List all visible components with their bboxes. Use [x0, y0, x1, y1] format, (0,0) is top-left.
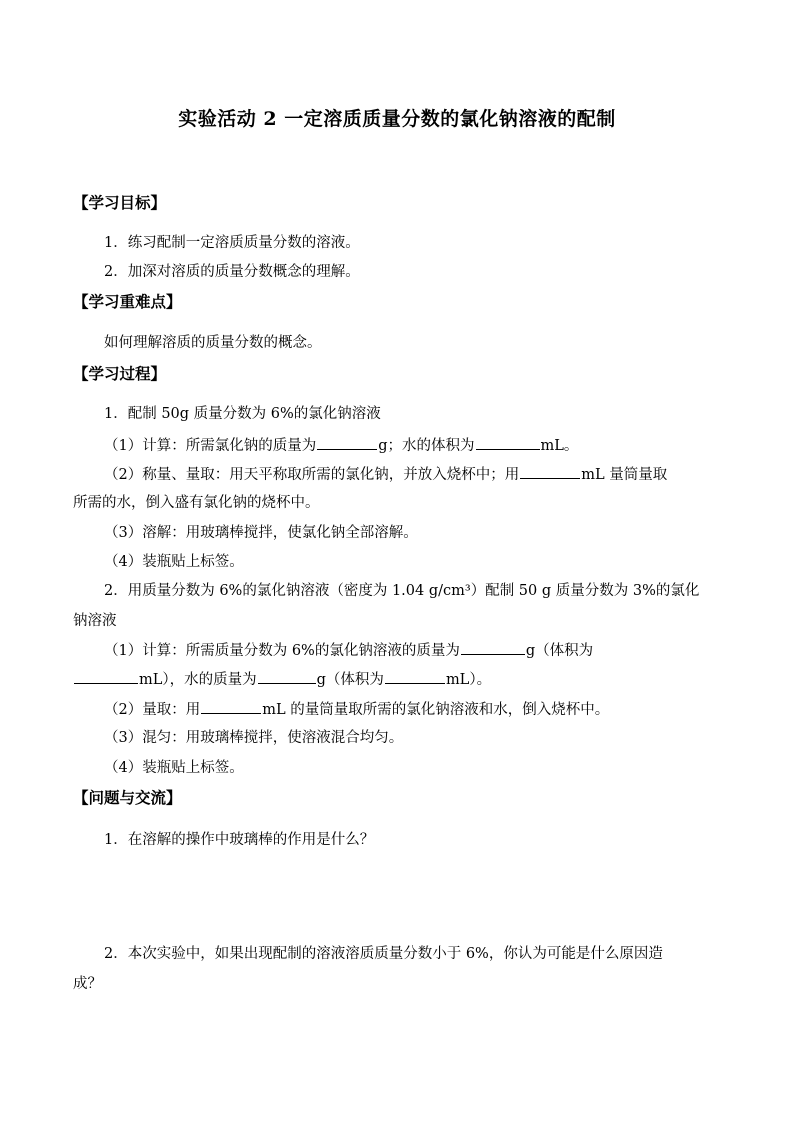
key-points-heading: 【学习重难点】	[73, 292, 182, 311]
part2-step2-text-b: mL 的量筒量取所需的氯化钠溶液和水，倒入烧杯中。	[262, 702, 610, 718]
part1-step4: （4）装瓶贴上标签。	[104, 554, 244, 570]
answer-blank-cylinder-size-1[interactable]	[520, 464, 580, 479]
part2-step4: （4）装瓶贴上标签。	[104, 760, 244, 776]
goal-item-1: 1．练习配制一定溶质质量分数的溶液。	[104, 235, 360, 251]
part2-step2	[104, 699, 609, 720]
part1-step1-text-c: mL。	[540, 438, 579, 454]
goals-heading: 【学习目标】	[73, 193, 167, 212]
part2-step1-text-e: mL）。	[445, 672, 492, 688]
part2-step1	[104, 640, 593, 661]
part2-step1-text-a: （1）计算：所需质量分数为 6%的氯化钠溶液的质量为	[104, 643, 460, 659]
part2-step1-text-d: g（体积为	[316, 672, 384, 688]
answer-blank-cylinder-size-2[interactable]	[201, 699, 261, 714]
part2-step1-text-b: g（体积为	[525, 643, 594, 659]
part1-step2-cont: 所需的水，倒入盛有氯化钠的烧杯中。	[73, 495, 320, 511]
part2-title: 2．用质量分数为 6%的氯化钠溶液（密度为 1.04 g/cm³）配制 50 g 质量分数为 3%的氯化	[104, 583, 700, 599]
discussion-question-1: 1．在溶解的操作中玻璃棒的作用是什么？	[104, 832, 375, 848]
part1-step1-text-a: （1）计算：所需氯化钠的质量为	[104, 438, 317, 454]
part2-title-cont: 钠溶液	[73, 613, 117, 629]
part1-step3: （3）溶解：用玻璃棒搅拌，使氯化钠全部溶解。	[104, 525, 418, 541]
page-title: 实验活动 2 一定溶质质量分数的氯化钠溶液的配制	[178, 108, 616, 130]
part1-step1-text-b: g；水的体积为	[378, 438, 475, 454]
answer-blank-nacl-mass[interactable]	[317, 435, 377, 450]
part1-step2-text-b: mL 量筒量取	[581, 467, 668, 483]
discussion-question-2: 2．本次实验中，如果出现配制的溶液溶质质量分数小于 6%，你认为可能是什么原因造	[104, 946, 663, 962]
part2-step1-text-c: mL），水的质量为	[139, 672, 257, 688]
answer-blank-water-volume-2[interactable]	[385, 669, 445, 684]
answer-blank-water-volume[interactable]	[476, 435, 540, 450]
part1-title: 1．配制 50g 质量分数为 6%的氯化钠溶液	[104, 406, 381, 422]
part1-step1	[104, 435, 578, 456]
process-heading: 【学习过程】	[73, 364, 167, 383]
part2-step3: （3）混匀：用玻璃棒搅拌，使溶液混合均匀。	[104, 730, 404, 746]
key-points-text: 如何理解溶质的质量分数的概念。	[104, 335, 322, 351]
answer-blank-solution-volume[interactable]	[74, 669, 138, 684]
part1-step2-text-a: （2）称量、量取：用天平称取所需的氯化钠，并放入烧杯中；用	[104, 467, 520, 483]
goal-item-2: 2．加深对溶质的质量分数概念的理解。	[104, 264, 360, 280]
discussion-question-2-cont: 成？	[73, 976, 102, 992]
discussion-heading: 【问题与交流】	[73, 788, 182, 807]
answer-blank-water-mass[interactable]	[258, 669, 316, 684]
part1-step2	[104, 464, 667, 485]
part2-step2-text-a: （2）量取：用	[104, 702, 201, 718]
part2-step1-cont	[73, 669, 491, 690]
answer-blank-solution-mass[interactable]	[461, 640, 525, 655]
